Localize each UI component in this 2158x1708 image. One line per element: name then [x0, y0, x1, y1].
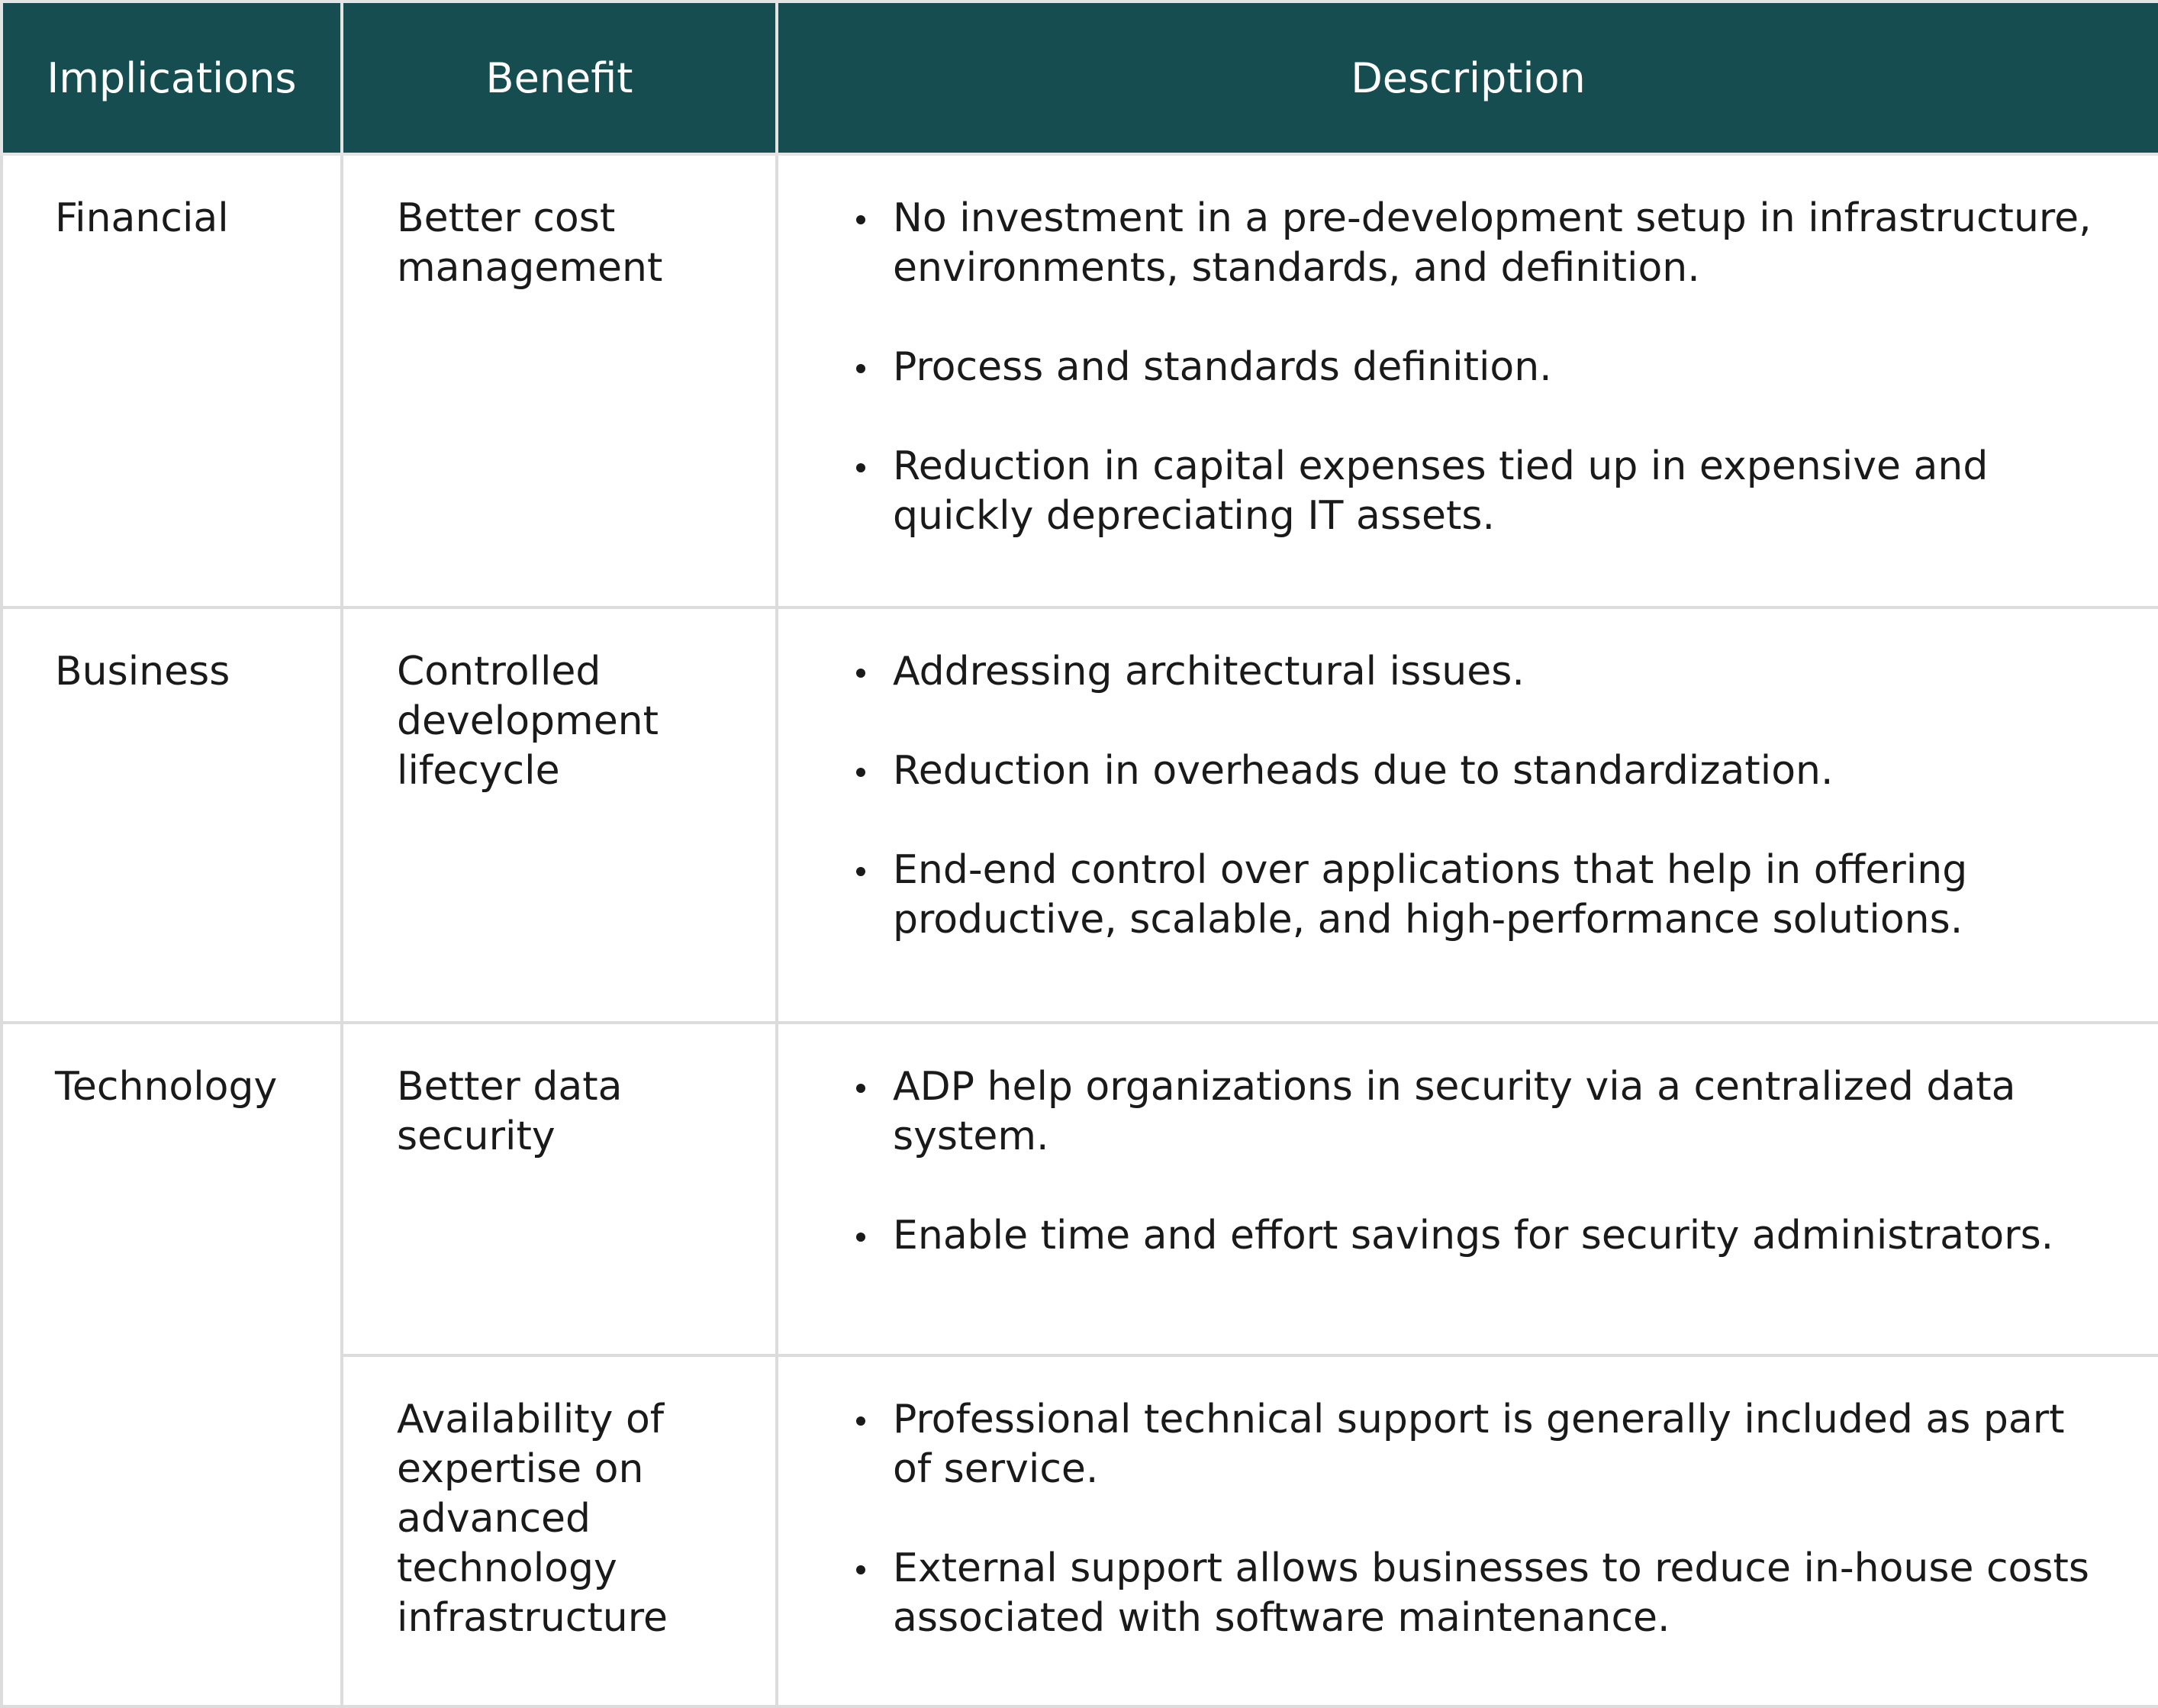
- description-cell: [777, 1355, 2158, 1706]
- implication-cell: Business: [2, 607, 342, 1023]
- bullet-icon: [856, 1233, 865, 1242]
- bullet-item: [845, 1211, 2112, 1261]
- bullet-item: [845, 343, 2112, 392]
- bullet-text: Process and standards definition.: [893, 344, 1552, 390]
- bullet-text: Reduction in capital expenses tied up in expensive and quickly depreciating IT assets.: [893, 443, 1989, 539]
- bullet-text: External support allows businesses to reduce in-house costs associated with software maintenance.: [893, 1545, 2089, 1641]
- table-row: [2, 1023, 2158, 1355]
- bullet-text: No investment in a pre-development setup in infrastructure, environments, standards, and definition.: [893, 195, 2092, 291]
- bullet-item: [845, 647, 2112, 697]
- bullet-list: [845, 1395, 2112, 1643]
- bullet-item: [845, 746, 2112, 796]
- bullet-icon: [856, 215, 865, 224]
- bullet-list: [845, 647, 2112, 945]
- benefit-cell: Controlled development lifecycle: [342, 607, 777, 1023]
- bullet-text: Professional technical support is generally included as part of service.: [893, 1397, 2065, 1492]
- benefit-cell: Better cost management: [342, 154, 777, 607]
- implication-cell: Technology: [2, 1023, 342, 1706]
- bullet-text: Enable time and effort savings for security administrators.: [893, 1213, 2054, 1258]
- implication-cell: Financial: [2, 154, 342, 607]
- description-cell: [777, 1023, 2158, 1355]
- bullet-text: Reduction in overheads due to standardization.: [893, 748, 1834, 794]
- bullet-icon: [856, 364, 865, 373]
- table-row: [2, 607, 2158, 1023]
- bullet-icon: [856, 768, 865, 777]
- bullet-icon: [856, 1416, 865, 1426]
- bullet-list: [845, 194, 2112, 541]
- table-row: [2, 154, 2158, 607]
- bullet-item: [845, 846, 2112, 945]
- table-header: [2, 2, 2158, 154]
- bullet-icon: [856, 669, 865, 678]
- bullet-item: [845, 1395, 2112, 1494]
- bullet-text: Addressing architectural issues.: [893, 649, 1525, 694]
- header-implications: Implications: [2, 2, 342, 154]
- bullet-text: End-end control over applications that help in offering productive, scalable, and high-performance solutions.: [893, 847, 1968, 943]
- header-description: Description: [777, 2, 2158, 154]
- benefit-cell: Better data security: [342, 1023, 777, 1355]
- bullet-icon: [856, 1565, 865, 1574]
- bullet-text: ADP help organizations in security via a centralized data system.: [893, 1064, 2016, 1159]
- bullet-icon: [856, 1084, 865, 1093]
- bullet-list: [845, 1062, 2112, 1261]
- bullet-icon: [856, 463, 865, 472]
- bullet-icon: [856, 867, 865, 876]
- bullet-item: [845, 1062, 2112, 1162]
- description-cell: [777, 154, 2158, 607]
- header-benefit: Benefit: [342, 2, 777, 154]
- bullet-item: [845, 442, 2112, 541]
- bullet-item: [845, 1544, 2112, 1643]
- benefit-cell: Availability of expertise on advanced technology infrastructure: [342, 1355, 777, 1706]
- description-cell: [777, 607, 2158, 1023]
- bullet-item: [845, 194, 2112, 293]
